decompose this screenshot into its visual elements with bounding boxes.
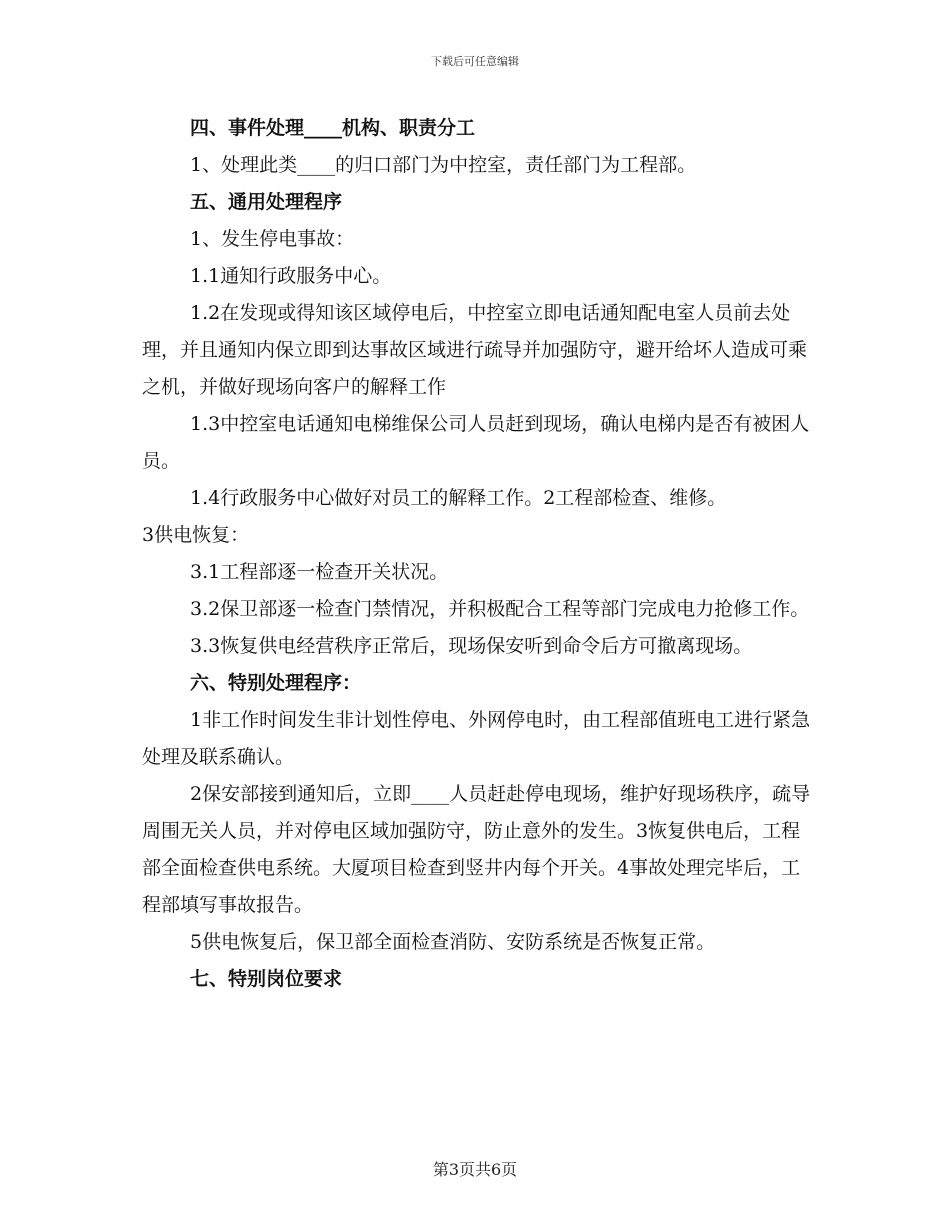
paragraph: 3供电恢复： [142, 524, 250, 546]
paragraph: 3.3恢复供电经营秩序正常后，现场保安听到命令后方可撤离现场。 [190, 635, 753, 657]
paragraph: 2保安部接到通知后，立即____人员赶赴停电现场，维护好现场秩序，疏导周围无关人员，并对停电区域加强防守，防止意外的发生。3恢复供电后，工程部全面检查供电系统。大厦项目检查到竖井内每个开关。4事故处理完毕后，工程部填写事故报告。 [142, 783, 811, 916]
paragraph: 1非工作时间发生非计划性停电、外网停电时，由工程部值班电工进行紧急处理及联系确认。 [142, 709, 811, 768]
paragraph: 5供电恢复后，保卫部全面检查消防、安防系统是否恢复正常。 [190, 931, 716, 953]
page-footer: 第3页共6页 [432, 1160, 518, 1179]
paragraph: 1.2在发现或得知该区域停电后，中控室立即电话通知配电室人员前去处理，并且通知内保立即到达事故区域进行疏导并加强防守，避开给坏人造成可乘之机，并做好现场向客户的解释工作 [142, 302, 808, 398]
page-header: 下载后可任意编辑 [431, 55, 519, 68]
paragraph: 1、处理此类____的归口部门为中控室，责任部门为工程部。 [190, 154, 697, 176]
paragraph: 1.1通知行政服务中心。 [190, 265, 392, 287]
paragraph: 3.1工程部逐一检查开关状况。 [190, 561, 449, 583]
section-heading-4: 四、事件处理____机构、职责分工 [190, 117, 476, 139]
section-heading-5: 五、通用处理程序 [190, 191, 343, 213]
paragraph: 1.4行政服务中心做好对员工的解释工作。2工程部检查、维修。 [190, 487, 727, 509]
section-heading-6: 六、特别处理程序： [190, 672, 362, 694]
section-heading-7: 七、特别岗位要求 [190, 968, 343, 990]
paragraph: 3.2保卫部逐一检查门禁情况，并积极配合工程等部门完成电力抢修工作。 [190, 598, 810, 620]
paragraph: 1.3中控室电话通知电梯维保公司人员赶到现场，确认电梯内是否有被困人员。 [142, 413, 810, 472]
document-body [142, 110, 817, 998]
paragraph: 1、发生停电事故： [190, 228, 355, 250]
